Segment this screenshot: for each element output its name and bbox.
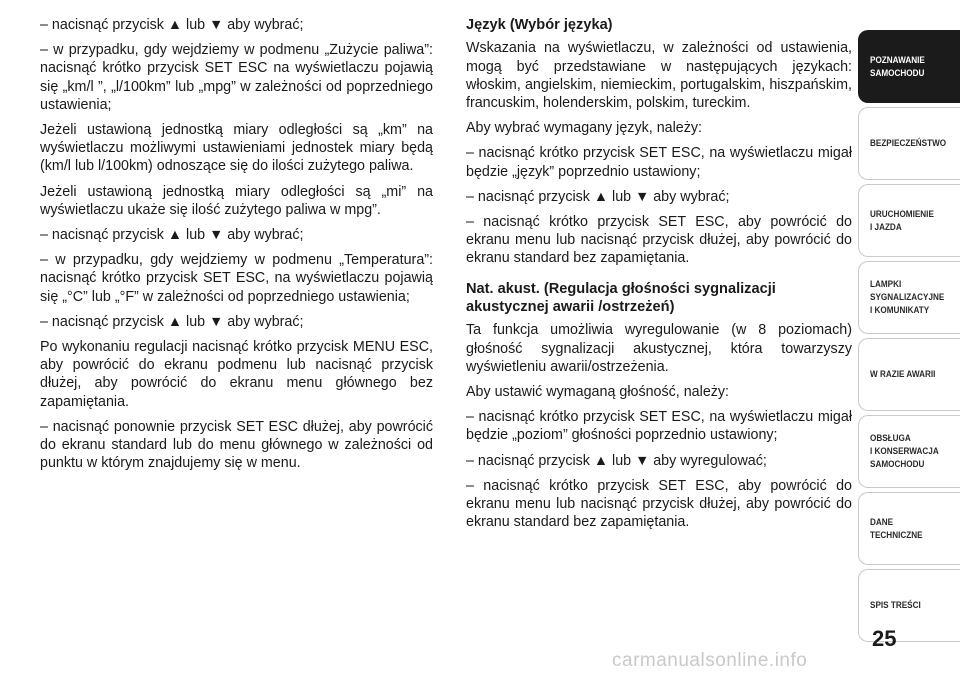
page-number: 25 bbox=[872, 626, 897, 651]
paragraph: Aby wybrać wymagany język, należy: bbox=[466, 120, 702, 137]
paragraph: Ta funkcja umożliwia wyregulowanie (w 8 poziomach) głośność sygnalizacji akustycznej, która towarzyszy wyświetleniu awarii/ostrzeżenia. bbox=[466, 322, 852, 375]
paragraph: – nacisnąć przycisk ▲ lub ▼ aby wybrać; bbox=[40, 227, 304, 244]
paragraph: Aby ustawić wymaganą głośność, należy: bbox=[466, 384, 730, 401]
tab-bezpieczenstwo[interactable] bbox=[858, 107, 960, 180]
right-column bbox=[466, 16, 852, 538]
tab-uruchomienie-i-jazda[interactable] bbox=[858, 184, 960, 257]
tab-label: DANE TECHNICZNE bbox=[870, 516, 923, 541]
tab-label: POZNAWANIE SAMOCHODU bbox=[870, 54, 925, 79]
tab-dane-techniczne[interactable] bbox=[858, 492, 960, 565]
tab-lampki-sygnalizacyjne[interactable] bbox=[858, 261, 960, 334]
tab-label: SPIS TREŚCI bbox=[870, 600, 921, 611]
paragraph: – nacisnąć krótko przycisk SET ESC, aby powrócić do ekranu menu lub nacisnąć przycisk dłużej, aby powrócić do ekranu standard bez zapamiętania. bbox=[466, 477, 852, 531]
left-column bbox=[40, 16, 433, 479]
paragraph: – nacisnąć przycisk ▲ lub ▼ aby wybrać; bbox=[40, 17, 304, 33]
watermark: carmanualsonline.info bbox=[612, 650, 808, 671]
paragraph: Jeżeli ustawioną jednostką miary odległości są „km” na wyświetlaczu możliwymi ustawieniami jednostek miary będą (km/l lub l/100km) odnoszące się do ilości zużytego paliwa. bbox=[40, 122, 433, 175]
paragraph: – nacisnąć ponownie przycisk SET ESC dłużej, aby powrócić do ekranu standard lub do menu głównego w zależności od punktu w którym znajdujemy się w menu. bbox=[40, 418, 433, 472]
tab-label: URUCHOMIENIE I JAZDA bbox=[870, 208, 934, 233]
paragraph: – w przypadku, gdy wejdziemy w podmenu „Temperatura”: nacisnąć krótko przycisk SET ESC, na wyświetlaczu pojawią się „°C” lub „°F” w zależności od poprzedniego ustawienia; bbox=[40, 252, 433, 305]
tab-label: OBSŁUGA I KONSERWACJA SAMOCHODU bbox=[870, 433, 939, 470]
paragraph: Po wykonaniu regulacji nacisnąć krótko przycisk MENU ESC, aby powrócić do ekranu podmenu lub nacisnąć przycisk dłużej, aby powrócić do ekranu menu głównego bez zapamiętania. bbox=[40, 339, 433, 410]
paragraph: – nacisnąć krótko przycisk SET ESC, na wyświetlaczu migał będzie „poziom” głośności poprzednio ustawiony; bbox=[466, 409, 852, 444]
paragraph: – nacisnąć przycisk ▲ lub ▼ aby wybrać; bbox=[40, 313, 304, 330]
tab-label: W RAZIE AWARII bbox=[870, 369, 936, 380]
paragraph: – nacisnąć krótko przycisk SET ESC, na wyświetlaczu migał będzie „język” poprzednio ustawiony; bbox=[466, 145, 852, 180]
section-heading-volume: Nat. akust. (Regulacja głośności sygnalizacji akustycznej awarii /ostrzeżeń) bbox=[466, 280, 776, 316]
paragraph: – nacisnąć krótko przycisk SET ESC, aby powrócić do ekranu menu lub nacisnąć przycisk dłużej, aby powrócić do ekranu standard bez zapamiętania. bbox=[466, 214, 852, 267]
tab-poznawanie-samochodu[interactable] bbox=[858, 30, 960, 103]
tab-w-razie-awarii[interactable] bbox=[858, 338, 960, 411]
tab-label: BEZPIECZEŃSTWO bbox=[870, 138, 947, 149]
paragraph: Wskazania na wyświetlaczu, w zależności od ustawienia, mogą być przedstawiane w następujących językach: włoskim, angielskim, niemieckim, portugalskim, hiszpańskim, francuskim, holenderskim, polskim, tureckim. bbox=[466, 40, 852, 112]
chapter-tabs bbox=[858, 30, 960, 646]
paragraph: – nacisnąć przycisk ▲ lub ▼ aby wyregulować; bbox=[466, 452, 767, 469]
paragraph: – nacisnąć przycisk ▲ lub ▼ aby wybrać; bbox=[466, 188, 730, 205]
tab-obsluga-i-konserwacja[interactable] bbox=[858, 415, 960, 488]
tab-label: LAMPKI SYGNALIZACYJNE I KOMUNIKATY bbox=[870, 279, 945, 316]
section-heading-language: Język (Wybór języka) bbox=[466, 17, 613, 33]
paragraph: – w przypadku, gdy wejdziemy w podmenu „Zużycie paliwa”: nacisnąć krótko przycisk SET ESC na wyświetlaczu pojawią się „km/l ”, „l/100km” lub „mpg” w zależności od poprzedniego ustawienia; bbox=[40, 42, 433, 113]
paragraph: Jeżeli ustawioną jednostką miary odległości są „mi” na wyświetlaczu ukaże się ilość zużytego paliwa w mpg”. bbox=[40, 183, 433, 218]
